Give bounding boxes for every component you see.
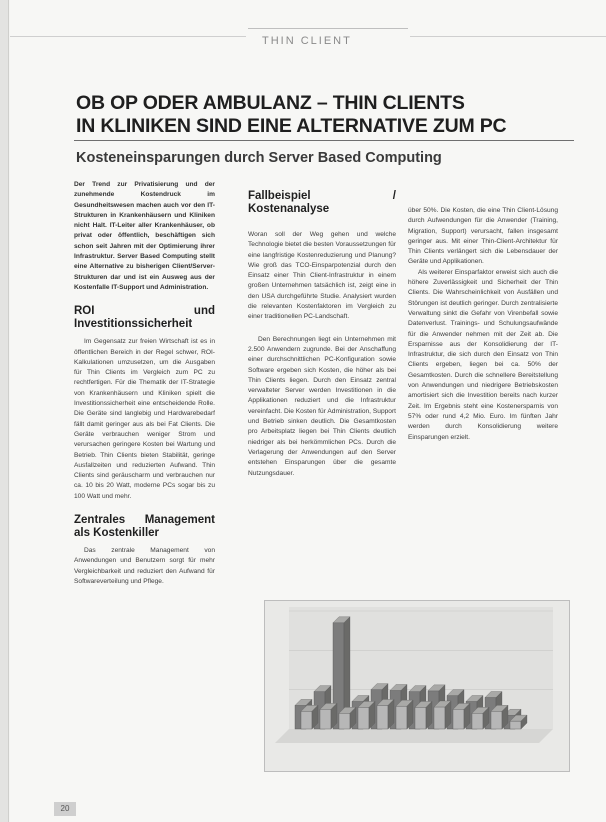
chart-bar <box>510 721 521 729</box>
page-edge <box>0 0 9 822</box>
article-subtitle: Kosteneinsparungen durch Server Based Computing <box>76 150 442 166</box>
chart-bar <box>415 707 426 729</box>
page-number: 20 <box>54 802 76 816</box>
section-tag-label: THIN CLIENT <box>262 35 352 47</box>
paragraph-fallbeispiel-1: Woran soll der Weg gehen und welche Technologie bietet die besten Voraussetzungen für eine langfristige Kostenreduzierung und Planung? Wie groß das TCO-Einsparpotenzial durch den Einsatz einer Thin Client-Infrastruktur in einem großen Unternehmen tatsächlich ist, zeigt eine in den USA durchgeführte Studie. Analysiert wurden die relevanten Kostenfaktoren im Vergleich zu einer traditionellen PC-Landschaft. <box>248 231 396 321</box>
intro-paragraph: Der Trend zur Privatisierung und der zunehmende Kostendruck im Gesundheitswesen machen auch vor den IT-Strukturen in Krankenhäusern und Kliniken nicht Halt. IT-Leiter aller Krankenhäuser, ob privat oder öffentlich, beschäftigen sich schon seit Jahren mit der Optimierung ihrer Infrastruktur. Server Based Computing stellt eine Alternative zu bisherigen Client/Server-Strukturen dar und ist ein Ausweg aus der Kostenfalle IT-Support und Administration. <box>74 181 215 291</box>
section-header <box>10 26 606 48</box>
title-line-1: OB OP ODER AMBULANZ – THIN CLIENTS <box>76 92 465 114</box>
paragraph-col3-2: Als weiterer Einsparfaktor erweist sich auch die höhere Zuverlässigkeit und Sicherheit der Thin Clients. Die Wahrscheinlichkeit von Ausfällen und Störungen ist deutlich geringer. Durch zentralisierte Verwaltung sinkt die Gefahr von Virenbefall sowie Datenverlust. Trainings- und Schulungsaufwände für die Anwender nehmen mit der Zeit ab. Die Ersparnisse aus der Konsolidierung der IT-Infrastruktur, die sich durch den Einsatz von Thin Clients ergeben, liegen bei ca. 50% der Gesamtkosten. Durch die schnellere Bereitstellung von Anwendungen und niedrigere Betriebskosten amortisiert sich die Investition bereits nach kurzer Zeit. Im Ergebnis steht eine Kostenersparnis von 57% oder rund 4,2 Mio. Euro. Im fünften Jahr werden durch Konsolidierung weitere Einsparungen erzielt. <box>408 268 558 441</box>
chart-bar <box>301 711 312 729</box>
column-1 <box>74 180 215 587</box>
chart-bar <box>396 706 407 729</box>
heading-fallbeispiel: Fallbeispiel / Kostenanalyse <box>248 190 396 215</box>
title-rule <box>74 140 574 141</box>
magazine-page <box>10 0 606 822</box>
title-line-2: IN KLINIKEN SIND EINE ALTERNATIVE ZUM PC <box>76 115 507 137</box>
header-rule-left <box>10 36 246 37</box>
paragraph-col3-1: über 50%. Die Kosten, die eine Thin Client-Lösung durch Aufwendungen für die Anwender (Training, Migration, Support) verursacht, fallen insgesamt geringer aus. Mit einer Thin-Client-Architektur für Thin Clients verlängert sich die Lebensdauer der Geräte und Applikationen. <box>408 207 558 266</box>
chart-bar <box>339 713 350 729</box>
column-3 <box>408 206 558 443</box>
paragraph-fallbeispiel-2: Den Berechnungen liegt ein Unternehmen mit 2.500 Anwendern zugrunde. Bei der Anschaffung einer durchschnittlichen PC-Konfiguration sowie Software ergeben sich Kosten, die höher als bei Thin Clients liegen. Durch den Einsatz zentral verwalteter Server werden Investitionen in die Applikationen reduziert und die Infrastruktur vereinfacht. Die Kosten für Administration, Support und Betrieb sinken deutlich. Die Gesamtkosten pro Arbeitsplatz liegen bei Thin Clients deutlich niedriger als bei herkömmlichen PCs. Durch die Verlagerung der Anwendungen auf den Server entstehen Einsparungen über die gesamte Nutzungsdauer. <box>248 335 396 477</box>
chart-bar <box>434 707 445 729</box>
header-rule-right <box>410 36 606 37</box>
heading-roi: ROI und Investitionssicherheit <box>74 305 215 331</box>
cost-chart-svg <box>265 601 569 771</box>
heading-management: Zentrales Management als Kostenkiller <box>74 514 215 540</box>
chart-bar <box>453 709 464 729</box>
column-2 <box>248 190 396 479</box>
chart-bar <box>358 707 369 729</box>
chart-bar <box>472 713 483 729</box>
article-title <box>76 92 576 138</box>
chart-bar <box>377 705 388 729</box>
cost-chart <box>264 600 570 772</box>
chart-bar <box>491 711 502 729</box>
paragraph-roi: Im Gegensatz zur freien Wirtschaft ist es in öffentlichen Bereich in der Regel schwer, ROI-Kalkulationen umzusetzen, um die Ausgaben für Thin Clients im Vergleich zum PC zu rechtfertigen. Für die Thematik der IT-Strategie von Krankenhäusern und Kliniken spielt die Investitionssicherheit eine entscheidende Rolle. Die Geräte sind langlebig und Hardwarebedarf fällt damit geringer aus als bei Fat Clients. Die Geräte verbrauchen weniger Strom und verursachen geringere Kosten bei Wartung und Betrieb. Thin Clients bieten Stabilität, geringe Ausfallzeiten und reduzierten Aufwand. Thin Clients sind geräuscharm und verbrauchen nur ca. 10 bis 20 Watt, moderne PCs sogar bis zu 100 Watt und mehr. <box>74 338 215 500</box>
section-tag <box>248 28 408 47</box>
chart-floor <box>275 729 553 743</box>
chart-bar <box>320 709 331 729</box>
paragraph-management: Das zentrale Management von Anwendungen und Benutzern sorgt für mehr Vergleichbarkeit und reduziert den Aufwand für Softwareverteilung und Pflege. <box>74 547 215 585</box>
